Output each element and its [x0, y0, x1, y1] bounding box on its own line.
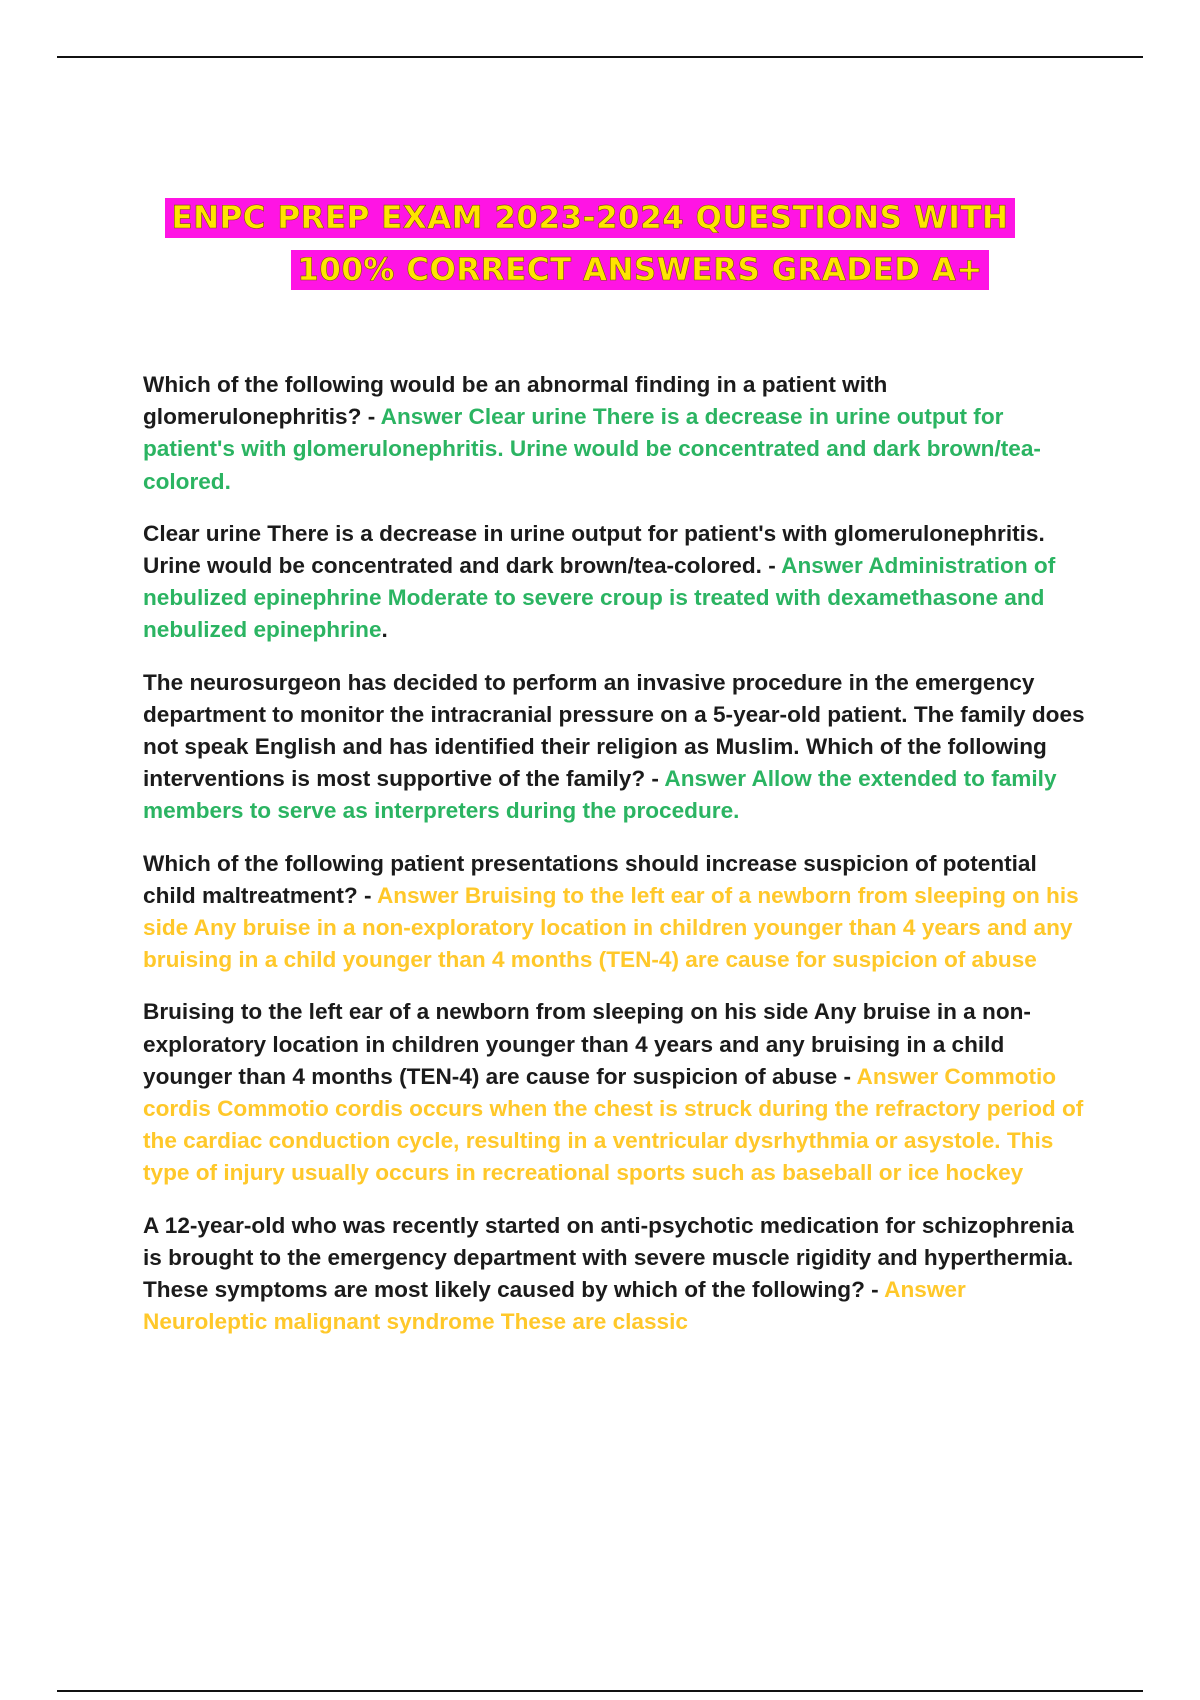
- answer-text: Answer Neuroleptic malignant syndrome These are classic: [143, 1277, 966, 1335]
- question-text: Clear urine There is a decrease in urine output for patient's with glomerulonephritis. Urine would be concentrated and dark brown/tea-colored. -: [143, 520, 1045, 579]
- title-line-2-text: 100% CORRECT ANSWERS GRADED A+: [291, 250, 989, 290]
- answer-text: Answer Administration of nebulized epinephrine Moderate to severe croup is treated with dexamethasone and nebulized epinephrine: [143, 553, 1056, 643]
- answer-suffix: .: [381, 617, 388, 643]
- title-line-2: [80, 244, 1200, 296]
- title-line-1-text: ENPC PREP EXAM 2023-2024 QUESTIONS WITH: [165, 198, 1014, 238]
- answer-text: Answer Commotio cordis Commotio cordis occurs when the chest is struck during the refractory period of the cardiac conduction cycle, resulting in a ventricular dysrhythmia or asystole. This type of injury usually occurs in recreational sports such as baseball or ice hockey: [143, 1063, 1084, 1186]
- question-text: Bruising to the left ear of a newborn from sleeping on his side Any bruise in a non-exploratory location in children younger than 4 years and any bruising in a child younger than 4 months (TEN-4) are cause for suspicion of abuse -: [143, 999, 1031, 1089]
- answer-text: Answer Bruising to the left ear of a newborn from sleeping on his side Any bruise in a non-exploratory location in children younger than 4 years and any bruising in a child younger than 4 months (TEN-4) are cause for suspicion of abuse: [143, 882, 1079, 973]
- question-text: Which of the following would be an abnormal finding in a patient with glomerulonephritis? -: [143, 372, 888, 430]
- bottom-divider: [57, 1690, 1143, 1692]
- document-title: [0, 192, 1200, 296]
- answer-text: Answer Clear urine There is a decrease in urine output for patient's with glomerulonephritis. Urine would be concentrated and dark brown/tea-colored.: [143, 404, 1041, 494]
- qa-item: [143, 667, 1088, 828]
- top-divider: [57, 56, 1143, 58]
- question-text: A 12-year-old who was recently started on anti-psychotic medication for schizophrenia is brought to the emergency department with severe muscle rigidity and hyperthermia. These symptoms are most likely caused by which of the following? -: [143, 1212, 1074, 1303]
- answer-text: Answer Allow the extended to family members to serve as interpreters during the procedure.: [143, 766, 1057, 824]
- qa-item: [143, 369, 1088, 498]
- title-line-1: [0, 192, 1200, 244]
- question-text: The neurosurgeon has decided to perform an invasive procedure in the emergency department to monitor the intracranial pressure on a 5-year-old patient. The family does not speak English and has identified their religion as Muslim. Which of the following interventions is most supportive of the family? -: [143, 669, 1085, 792]
- qa-list: [143, 369, 1088, 1358]
- qa-item: [143, 518, 1088, 647]
- qa-item: [143, 996, 1088, 1189]
- qa-item: [143, 848, 1088, 977]
- qa-item: [143, 1210, 1088, 1339]
- question-text: Which of the following patient presentations should increase suspicion of potential child maltreatment? -: [143, 850, 1037, 908]
